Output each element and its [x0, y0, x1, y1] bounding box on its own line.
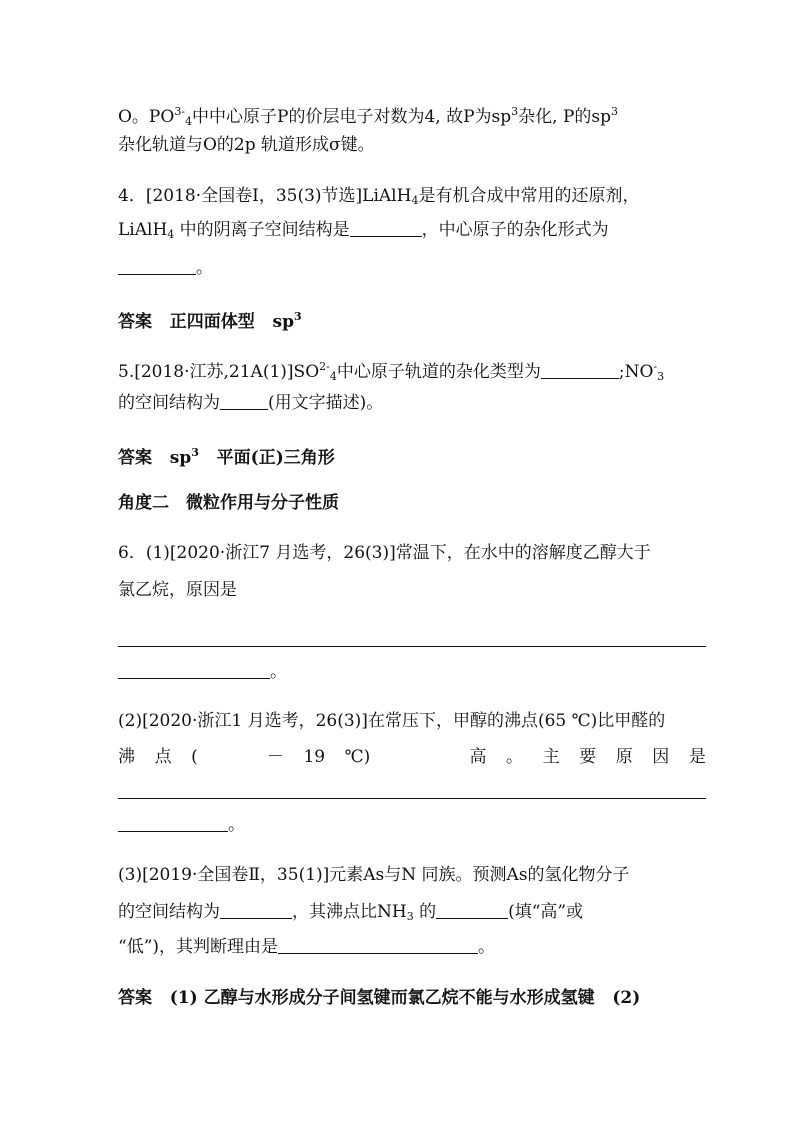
question-6-1-line-3: 。 [118, 660, 287, 684]
section-heading: 角度二 微粒作用与分子性质 [118, 493, 339, 513]
question-6-2-line-3: 。 [118, 813, 245, 837]
blank-field[interactable] [118, 256, 196, 275]
blank-field[interactable] [220, 391, 268, 410]
question-6-3-line-1: (3)[2019·全国卷Ⅱ，35(1)]元素As与N 同族。预测As的氢化物分子 [118, 865, 630, 885]
answer-4: 答案 正四面体型 $sp^3$ [118, 310, 302, 332]
question-6-3-line-2: 的空间结构为 ，其沸点比$NH_3$ 的 (填“高”或 [118, 902, 584, 923]
answer-line[interactable] [118, 646, 706, 647]
question-4-line-3: 。 [118, 256, 213, 280]
question-6-2-line-2: 沸 点 ( － 19 ℃) 高 。 主 要 原 因 是 [118, 747, 706, 767]
blank-field[interactable] [278, 935, 478, 954]
blank-field[interactable] [220, 900, 292, 919]
blank-field[interactable] [350, 218, 422, 237]
text-line-1: O。$PO^{3-}_4$中中心原子P的价层电子对数为4, 故P为$sp^3$杂化, P的$sp^3$ [118, 105, 618, 128]
text-line-2: 杂化轨道与O的2p 轨道形成σ键。 [118, 135, 375, 155]
question-6-3-line-3: “低”)，其判断理由是 。 [118, 937, 496, 957]
blank-field[interactable] [118, 813, 228, 832]
question-6-1-line-1: 6．(1)[2020·浙江7 月选考，26(3)]常温下，在水中的溶解度乙醇大于 [118, 543, 651, 563]
question-4-line-2: LiAlH$_4$ 中的阴离子空间结构是 ，中心原子的杂化形式为 [118, 220, 609, 241]
blank-field[interactable] [118, 660, 270, 679]
question-5-line-2: 的空间结构为 (用文字描述)。 [118, 393, 384, 413]
blank-field[interactable] [436, 900, 508, 919]
answer-5: 答案 $sp^3$ 平面(正)三角形 [118, 446, 335, 468]
question-4-line-1: 4．[2018·全国卷Ⅰ，35(3)节选]LiAlH$_4$是有机合成中常用的还原剂， [118, 186, 640, 207]
answer-line[interactable] [118, 798, 706, 799]
answer-6: 答案 (1) 乙醇与水形成分子间氢键而氯乙烷不能与水形成氢键 (2) [118, 988, 641, 1008]
question-5-line-1: 5.[2018·江苏$,21A(1)]SO^{2-}_4$中心原子轨道的杂化类型为 $;NO^-_3$ [118, 360, 665, 383]
question-6-2-line-1: (2)[2020·浙江1 月选考，26(3)]在常压下，甲醇的沸点(65 ℃)比甲醛的 [118, 711, 666, 731]
blank-field[interactable] [541, 360, 619, 379]
question-6-1-line-2: 氯乙烷，原因是 [118, 580, 237, 600]
